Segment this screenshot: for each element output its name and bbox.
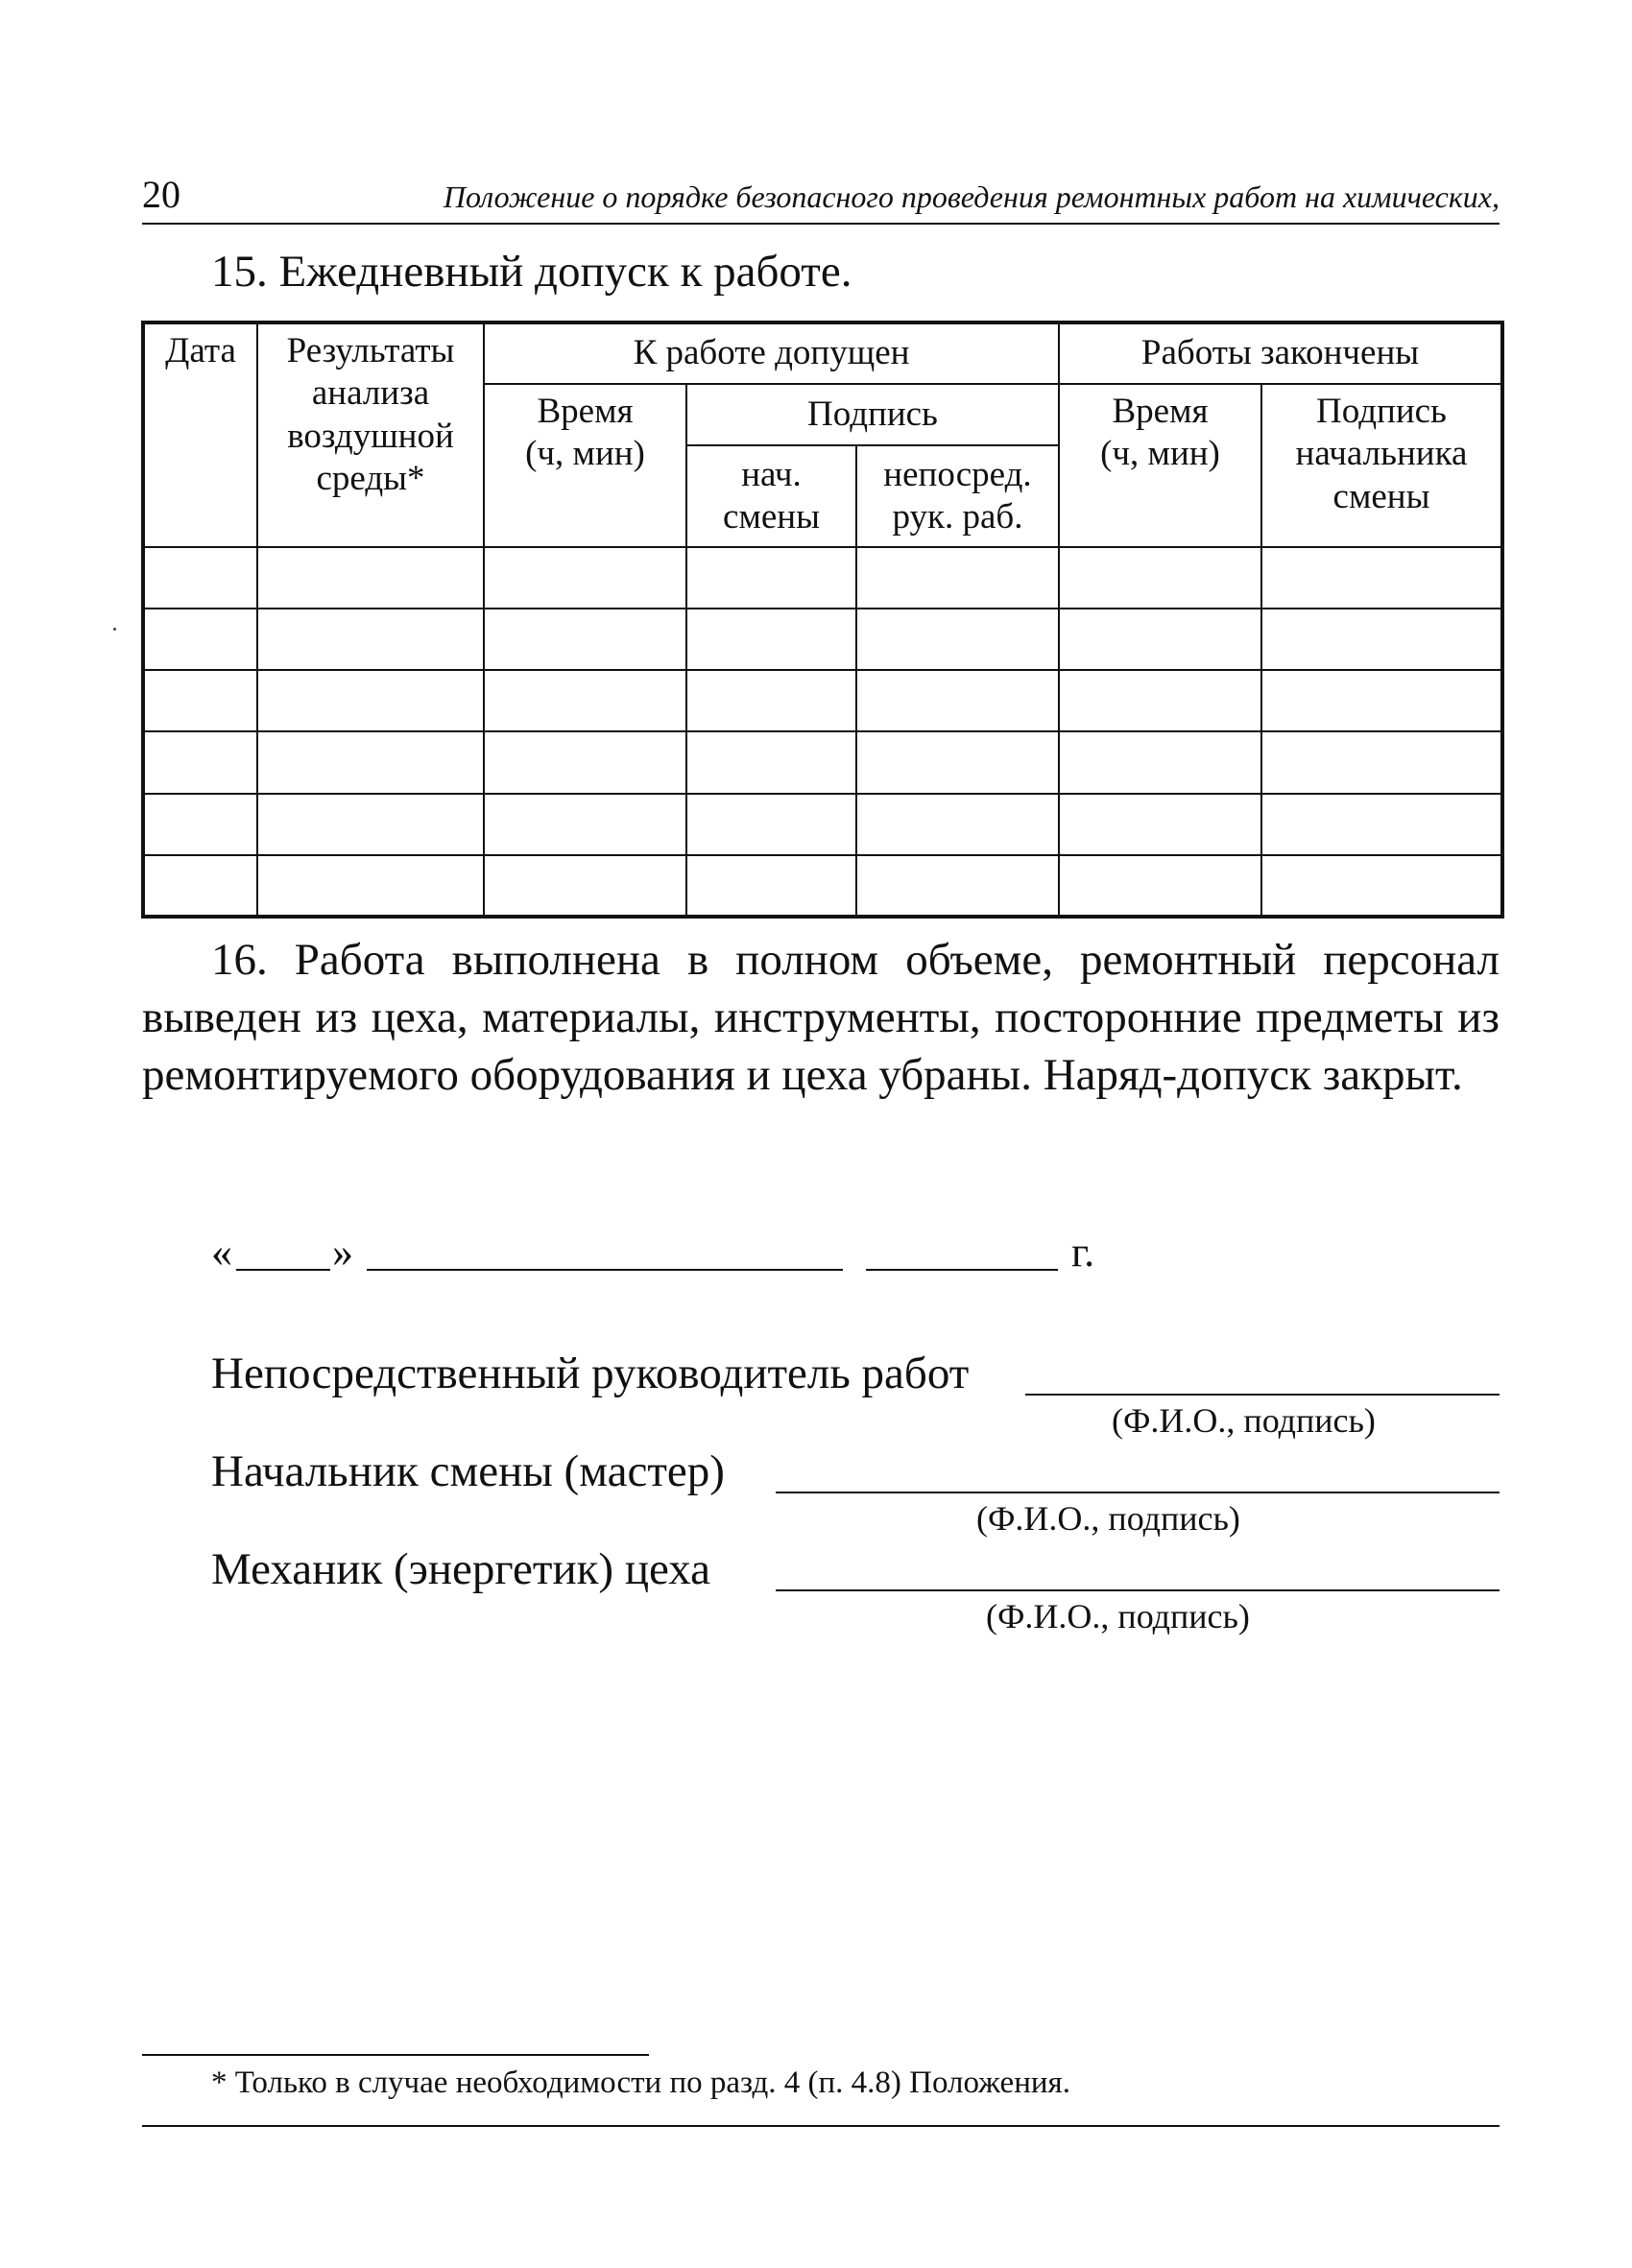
year-suffix: г. (1071, 1229, 1095, 1276)
empty-cell (257, 547, 484, 609)
empty-cell (1059, 794, 1261, 855)
empty-cell (257, 670, 484, 731)
table-row (143, 794, 1502, 855)
empty-cell (484, 670, 686, 731)
month-blank-line (367, 1269, 843, 1271)
signature-caption-direct-supervisor: (Ф.И.О., подпись) (1112, 1401, 1376, 1440)
col-header-direct-supervisor: непосред. рук. раб. (856, 445, 1059, 547)
empty-cell (143, 670, 257, 731)
empty-cell (143, 855, 257, 917)
empty-cell (1059, 855, 1261, 917)
empty-cell (686, 794, 856, 855)
empty-cell (143, 731, 257, 793)
empty-cell (686, 609, 856, 670)
signature-line-mechanic (776, 1589, 1500, 1591)
col-header-shift-head: нач. смены (686, 445, 856, 547)
signature-line-direct-supervisor (1025, 1394, 1500, 1396)
empty-cell (1261, 794, 1502, 855)
table-row (143, 670, 1502, 731)
empty-cell (1261, 609, 1502, 670)
empty-cell (484, 855, 686, 917)
empty-cell (1059, 731, 1261, 793)
table-row (143, 547, 1502, 609)
col-header-admitted-time: Время (ч, мин) (484, 384, 686, 547)
empty-cell (856, 794, 1059, 855)
empty-cell (856, 609, 1059, 670)
empty-cell (257, 794, 484, 855)
empty-cell (686, 731, 856, 793)
table-row (143, 731, 1502, 793)
table-row (143, 855, 1502, 917)
empty-cell (1261, 731, 1502, 793)
daily-permit-table (141, 321, 1504, 919)
empty-cell (484, 609, 686, 670)
empty-cell (1059, 670, 1261, 731)
empty-cell (856, 547, 1059, 609)
empty-cell (1059, 609, 1261, 670)
empty-cell (1261, 855, 1502, 917)
empty-cell (484, 547, 686, 609)
stray-dot (113, 628, 116, 631)
signature-caption-shift-head: (Ф.И.О., подпись) (976, 1499, 1240, 1538)
empty-cell (257, 609, 484, 670)
group-header-admitted: К работе допущен (484, 322, 1059, 384)
running-title: Положение о порядке безопасного проведения ремонтных работ на химических, (443, 179, 1500, 214)
signature-line-shift-head (776, 1492, 1500, 1493)
empty-cell (856, 731, 1059, 793)
page-number: 20 (142, 173, 180, 216)
date-open-quote: « (211, 1229, 232, 1276)
empty-cell (1261, 547, 1502, 609)
empty-cell (1059, 547, 1261, 609)
empty-cell (686, 855, 856, 917)
table-row (143, 609, 1502, 670)
section-16-paragraph: 16. Работа выполнена в полном объеме, ремонтный персонал выведен из цеха, материалы, инструменты, посторонние предметы из ремонтируемого оборудования и цеха убраны. Наряд-допуск закрыт. (142, 935, 1500, 1100)
group-header-signature: Подпись (686, 384, 1059, 445)
empty-cell (484, 731, 686, 793)
empty-cell (257, 731, 484, 793)
empty-cell (257, 855, 484, 917)
empty-cell (856, 855, 1059, 917)
empty-cell (143, 794, 257, 855)
col-header-air-analysis: Результаты анализа воздушной среды* (257, 322, 484, 547)
empty-cell (143, 547, 257, 609)
header-rule (142, 223, 1500, 225)
signature-label-mechanic: Механик (энергетик) цеха (211, 1544, 710, 1594)
group-header-finished: Работы закончены (1059, 322, 1502, 384)
col-header-finished-time: Время (ч, мин) (1059, 384, 1261, 547)
empty-cell (484, 794, 686, 855)
footnote-text: * Только в случае необходимости по разд. 4 (п. 4.8) Положения. (211, 2065, 1070, 2100)
empty-cell (143, 609, 257, 670)
year-blank-line (866, 1269, 1058, 1271)
day-blank-line (236, 1269, 330, 1271)
empty-cell (686, 670, 856, 731)
col-header-date: Дата (143, 322, 257, 547)
signature-caption-mechanic: (Ф.И.О., подпись) (986, 1597, 1250, 1635)
empty-cell (856, 670, 1059, 731)
signature-label-shift-head: Начальник смены (мастер) (211, 1446, 725, 1496)
empty-cell (686, 547, 856, 609)
footnote-rule (142, 2054, 649, 2056)
bottom-rule (142, 2125, 1500, 2127)
signature-label-direct-supervisor: Непосредственный руководитель работ (211, 1349, 970, 1398)
empty-cell (1261, 670, 1502, 731)
col-header-shift-head-signature: Подпись начальника смены (1261, 384, 1502, 547)
date-close-quote: » (332, 1229, 353, 1276)
table-body (143, 547, 1502, 917)
section-15-title: 15. Ежедневный допуск к работе. (211, 247, 852, 297)
